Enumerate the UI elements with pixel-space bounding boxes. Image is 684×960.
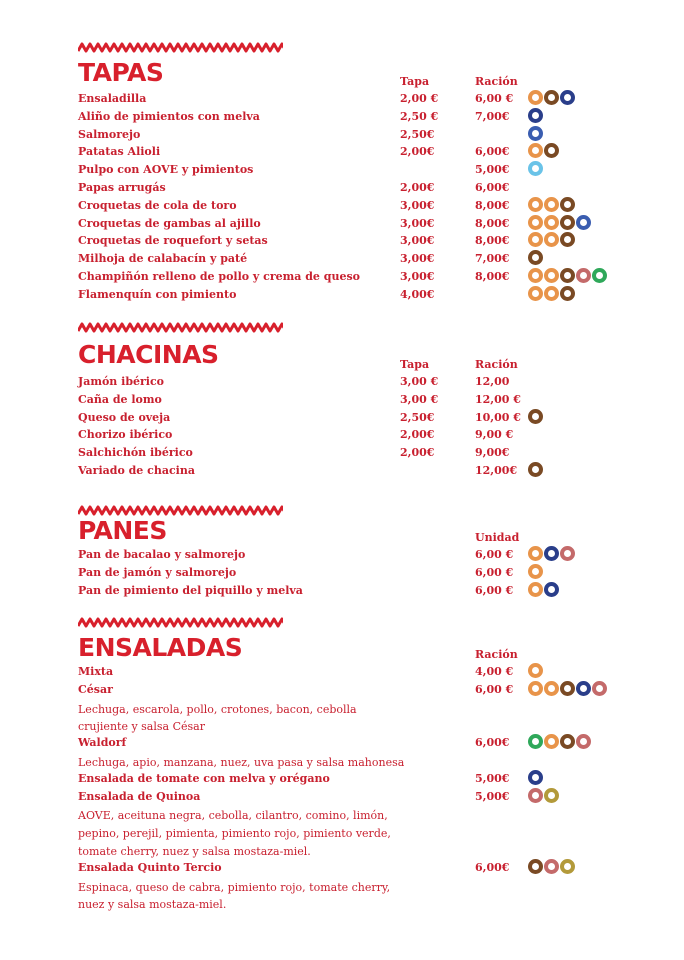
menu-row <box>0 879 684 897</box>
price-tapa: 2,50 € <box>400 109 439 123</box>
rose-icon-glyph <box>564 550 571 557</box>
menu-row <box>0 110 684 128</box>
orange-icon-glyph <box>532 290 539 297</box>
orange-icon <box>528 143 543 158</box>
olive-icon <box>560 859 575 874</box>
brown-icon-glyph <box>532 413 539 420</box>
orange-icon-glyph <box>532 201 539 208</box>
orange-icon-glyph <box>532 147 539 154</box>
allergen-icons <box>528 681 607 696</box>
price-tapa: 3,00 € <box>400 392 439 406</box>
allergen-icons <box>528 409 543 424</box>
panes-heading: PANES <box>78 516 167 545</box>
brown-icon <box>560 197 575 212</box>
menu-row <box>0 288 684 306</box>
price-racion: 6,00 € <box>475 548 514 561</box>
orange-icon-glyph <box>532 236 539 243</box>
item-name: Croquetas de roquefort y setas <box>78 234 268 248</box>
chacinas-col-tapa-header: Tapa <box>400 358 430 371</box>
orange-icon-glyph <box>532 568 539 575</box>
rose-icon-glyph <box>580 738 587 745</box>
allergen-icons <box>528 770 543 785</box>
price-racion: 6,00€ <box>475 181 510 194</box>
item-name: Ensalada de Quinoa <box>78 789 201 803</box>
price-racion: 8,00€ <box>475 216 510 230</box>
brown-icon-glyph <box>564 290 571 297</box>
allergen-icons <box>528 197 575 212</box>
menu-row <box>0 217 684 235</box>
orange-icon <box>528 564 543 579</box>
navy-fish-icon-glyph <box>548 586 555 593</box>
item-name: Pan de pimiento del piquillo y melva <box>78 583 303 597</box>
item-name: Pan de jamón y salmorejo <box>78 565 237 579</box>
menu-row <box>0 428 684 446</box>
item-name: Caña de lomo <box>78 392 162 406</box>
item-name: Waldorf <box>78 736 127 750</box>
price-racion: 4,00 € <box>475 665 514 678</box>
allergen-icons <box>528 161 543 176</box>
brown-icon <box>560 268 575 283</box>
brown-icon-glyph <box>564 685 571 692</box>
item-description: AOVE, aceituna negra, cebolla, cilantro, comino, limón, <box>78 809 388 823</box>
brown-icon-glyph <box>564 236 571 243</box>
allergen-icons <box>528 859 575 874</box>
tapas-col-tapa-header: Tapa <box>400 75 430 88</box>
tapas-heading: TAPAS <box>78 58 164 87</box>
price-tapa: 4,00€ <box>400 287 435 301</box>
orange-icon <box>528 546 543 561</box>
item-description: Lechuga, escarola, pollo, crotones, bacon, cebolla <box>78 702 357 716</box>
item-description: pepino, perejil, pimienta, pimiento rojo, pimiento verde, <box>78 827 391 841</box>
green-icon-glyph <box>532 738 539 745</box>
item-description: crujiente y salsa César <box>78 720 205 734</box>
allergen-icons <box>528 582 559 597</box>
brown-icon-glyph <box>532 863 539 870</box>
item-name: Variado de chacina <box>78 464 195 477</box>
menu-row <box>0 548 684 566</box>
allergen-icons <box>528 268 607 283</box>
panes-col-header: Unidad <box>475 531 520 544</box>
menu-row <box>0 234 684 252</box>
item-name: Ensaladilla <box>78 92 147 105</box>
allergen-icons <box>528 108 543 123</box>
item-name: Salmorejo <box>78 127 141 141</box>
price-tapa: 2,50€ <box>400 410 435 424</box>
price-racion: 5,00€ <box>475 771 510 785</box>
item-name: Patatas Alioli <box>78 145 161 159</box>
item-name: Flamenquín con pimiento <box>78 287 237 301</box>
rose-icon <box>592 681 607 696</box>
item-name: César <box>78 682 113 696</box>
blue-icon-glyph <box>532 130 539 137</box>
item-name: Ensalada Quinto Tercio <box>78 860 222 874</box>
brown-icon <box>560 681 575 696</box>
allergen-icons <box>528 788 559 803</box>
rose-icon <box>528 788 543 803</box>
price-tapa: 3,00€ <box>400 234 435 248</box>
blue-icon <box>576 215 591 230</box>
orange-icon <box>544 268 559 283</box>
item-name: Papas arrugás <box>78 181 166 194</box>
item-name: Jamón ibérico <box>78 375 165 388</box>
brown-icon <box>528 859 543 874</box>
menu-row <box>0 411 684 429</box>
item-name: Queso de oveja <box>78 410 171 424</box>
price-tapa: 2,50€ <box>400 127 435 141</box>
tapas-col-header: Ración <box>475 75 518 88</box>
brown-icon-glyph <box>532 254 539 261</box>
menu-row <box>0 270 684 288</box>
orange-icon-glyph <box>548 738 555 745</box>
ensaladas-zigzag-divider <box>78 617 283 629</box>
navy-fish-icon-glyph <box>580 685 587 692</box>
blue-icon-glyph <box>580 219 587 226</box>
brown-icon <box>528 409 543 424</box>
green-icon <box>528 734 543 749</box>
orange-icon-glyph <box>532 219 539 226</box>
orange-icon-glyph <box>532 685 539 692</box>
item-name: Salchichón ibérico <box>78 446 193 460</box>
rose-icon <box>576 734 591 749</box>
price-racion: 12,00 € <box>475 392 521 406</box>
item-description: nuez y salsa mostaza-miel. <box>78 898 227 912</box>
orange-icon <box>544 681 559 696</box>
olive-icon <box>544 788 559 803</box>
orange-icon-glyph <box>548 685 555 692</box>
olive-icon-glyph <box>548 792 555 799</box>
orange-icon <box>544 286 559 301</box>
rose-icon-glyph <box>596 685 603 692</box>
orange-icon-glyph <box>548 272 555 279</box>
menu-row <box>0 92 684 110</box>
price-tapa: 2,00€ <box>400 446 435 460</box>
orange-icon <box>528 268 543 283</box>
navy-fish-icon <box>544 582 559 597</box>
orange-icon-glyph <box>532 94 539 101</box>
navy-fish-icon <box>576 681 591 696</box>
allergen-icons <box>528 215 591 230</box>
orange-icon <box>528 232 543 247</box>
price-tapa: 3,00€ <box>400 270 435 283</box>
allergen-icons <box>528 143 559 158</box>
price-tapa: 2,00€ <box>400 145 435 159</box>
price-racion: 8,00€ <box>475 198 510 212</box>
allergen-icons <box>528 663 543 678</box>
brown-icon-glyph <box>564 272 571 279</box>
allergen-icons <box>528 232 575 247</box>
menu-row <box>0 843 684 861</box>
price-racion: 9,00€ <box>475 446 510 460</box>
brown-icon <box>560 734 575 749</box>
rose-icon <box>576 268 591 283</box>
price-racion: 6,00 € <box>475 682 514 696</box>
orange-icon <box>528 90 543 105</box>
menu-row <box>0 375 684 393</box>
item-description: Espinaca, queso de cabra, pimiento rojo, tomate cherry, <box>78 880 391 894</box>
menu-row <box>0 393 684 411</box>
price-tapa: 3,00€ <box>400 198 435 212</box>
price-tapa: 2,00 € <box>400 92 439 105</box>
brown-icon <box>528 462 543 477</box>
menu-row <box>0 145 684 163</box>
orange-icon-glyph <box>532 586 539 593</box>
price-racion: 12,00 <box>475 375 510 388</box>
item-name: Ensalada de tomate con melva y orégano <box>78 771 330 785</box>
allergen-icons <box>528 90 575 105</box>
price-tapa: 3,00€ <box>400 252 435 266</box>
price-racion: 6,00 € <box>475 583 514 597</box>
orange-icon <box>528 582 543 597</box>
menu-row <box>0 163 684 181</box>
orange-icon-glyph <box>532 667 539 674</box>
price-racion: 7,00€ <box>475 109 510 123</box>
brown-icon <box>560 286 575 301</box>
navy-fish-icon-glyph <box>532 774 539 781</box>
orange-icon <box>528 286 543 301</box>
item-description: tomate cherry, nuez y salsa mostaza-miel. <box>78 845 311 858</box>
menu-row <box>0 566 684 584</box>
cyan-icon <box>528 161 543 176</box>
item-name: Aliño de pimientos con melva <box>78 109 260 123</box>
brown-icon <box>528 250 543 265</box>
price-racion: 8,00€ <box>475 234 510 248</box>
menu-row <box>0 790 684 808</box>
allergen-icons <box>528 126 543 141</box>
allergen-icons <box>528 546 575 561</box>
green-icon <box>592 268 607 283</box>
navy-fish-icon <box>560 90 575 105</box>
price-racion: 6,00 € <box>475 565 514 579</box>
price-racion: 6,00€ <box>475 860 510 874</box>
brown-icon-glyph <box>548 147 555 154</box>
orange-icon-glyph <box>532 272 539 279</box>
menu-row <box>0 128 684 146</box>
item-name: Croquetas de gambas al ajillo <box>78 216 261 230</box>
menu-row <box>0 896 684 914</box>
menu-row <box>0 701 684 719</box>
orange-icon <box>528 681 543 696</box>
allergen-icons <box>528 462 543 477</box>
allergen-icons <box>528 250 543 265</box>
item-name: Croquetas de cola de toro <box>78 198 237 212</box>
item-name: Chorizo ibérico <box>78 428 173 442</box>
navy-fish-icon <box>528 770 543 785</box>
orange-icon <box>528 197 543 212</box>
brown-icon-glyph <box>564 201 571 208</box>
allergen-icons <box>528 734 591 749</box>
orange-icon <box>528 663 543 678</box>
menu-row <box>0 464 684 482</box>
cyan-icon-glyph <box>532 165 539 172</box>
navy-fish-icon-glyph <box>564 94 571 101</box>
price-racion: 6,00€ <box>475 145 510 159</box>
item-name: Pulpo con AOVE y pimientos <box>78 163 254 177</box>
price-racion: 9,00 € <box>475 428 514 442</box>
brown-icon-glyph <box>564 219 571 226</box>
orange-icon <box>544 197 559 212</box>
rose-icon-glyph <box>580 272 587 279</box>
ensaladas-heading: ENSALADAS <box>78 633 243 662</box>
menu-row <box>0 181 684 199</box>
menu-row <box>0 683 684 701</box>
orange-icon-glyph <box>532 550 539 557</box>
menu-row <box>0 754 684 772</box>
price-tapa: 3,00€ <box>400 216 435 230</box>
orange-icon <box>544 734 559 749</box>
rose-icon-glyph <box>532 792 539 799</box>
brown-icon <box>544 90 559 105</box>
menu-row <box>0 772 684 790</box>
tapas-zigzag-divider <box>78 42 283 54</box>
item-description: Lechuga, apio, manzana, nuez, uva pasa y salsa mahonesa <box>78 756 405 769</box>
menu-row <box>0 807 684 825</box>
navy-fish-icon <box>528 108 543 123</box>
price-tapa: 2,00€ <box>400 428 435 442</box>
price-racion: 7,00€ <box>475 252 510 266</box>
navy-fish-icon-glyph <box>548 550 555 557</box>
rose-icon-glyph <box>548 863 555 870</box>
menu-row <box>0 736 684 754</box>
brown-icon-glyph <box>564 738 571 745</box>
orange-icon-glyph <box>548 236 555 243</box>
navy-fish-icon <box>544 546 559 561</box>
price-racion: 8,00€ <box>475 270 510 283</box>
orange-icon <box>544 232 559 247</box>
allergen-icons <box>528 564 543 579</box>
rose-icon <box>544 859 559 874</box>
orange-icon-glyph <box>548 219 555 226</box>
item-name: Pan de bacalao y salmorejo <box>78 548 246 561</box>
orange-icon-glyph <box>548 290 555 297</box>
price-tapa: 2,00€ <box>400 181 435 194</box>
item-name: Champiñón relleno de pollo y crema de queso <box>78 270 360 283</box>
brown-icon <box>560 215 575 230</box>
orange-icon-glyph <box>548 201 555 208</box>
brown-icon-glyph <box>532 466 539 473</box>
price-racion: 5,00€ <box>475 163 510 177</box>
price-tapa: 3,00 € <box>400 375 439 388</box>
green-icon-glyph <box>596 272 603 279</box>
price-racion: 12,00€ <box>475 464 518 477</box>
chacinas-zigzag-divider <box>78 322 283 334</box>
brown-icon <box>560 232 575 247</box>
brown-icon <box>544 143 559 158</box>
menu-row <box>0 825 684 843</box>
chacinas-heading: CHACINAS <box>78 340 219 369</box>
price-racion: 10,00 € <box>475 410 521 424</box>
price-racion: 6,00€ <box>475 736 510 750</box>
menu-row <box>0 584 684 602</box>
blue-icon <box>528 126 543 141</box>
menu-row <box>0 446 684 464</box>
price-racion: 5,00€ <box>475 789 510 803</box>
allergen-icons <box>528 286 575 301</box>
ensaladas-col-header: Ración <box>475 648 518 661</box>
orange-icon <box>528 215 543 230</box>
item-name: Mixta <box>78 665 114 678</box>
rose-icon <box>560 546 575 561</box>
navy-fish-icon-glyph <box>532 112 539 119</box>
chacinas-col-header: Ración <box>475 358 518 371</box>
olive-icon-glyph <box>564 863 571 870</box>
orange-icon <box>544 215 559 230</box>
price-racion: 6,00 € <box>475 92 514 105</box>
brown-icon-glyph <box>548 94 555 101</box>
item-name: Milhoja de calabacín y paté <box>78 252 248 266</box>
menu-row <box>0 861 684 879</box>
